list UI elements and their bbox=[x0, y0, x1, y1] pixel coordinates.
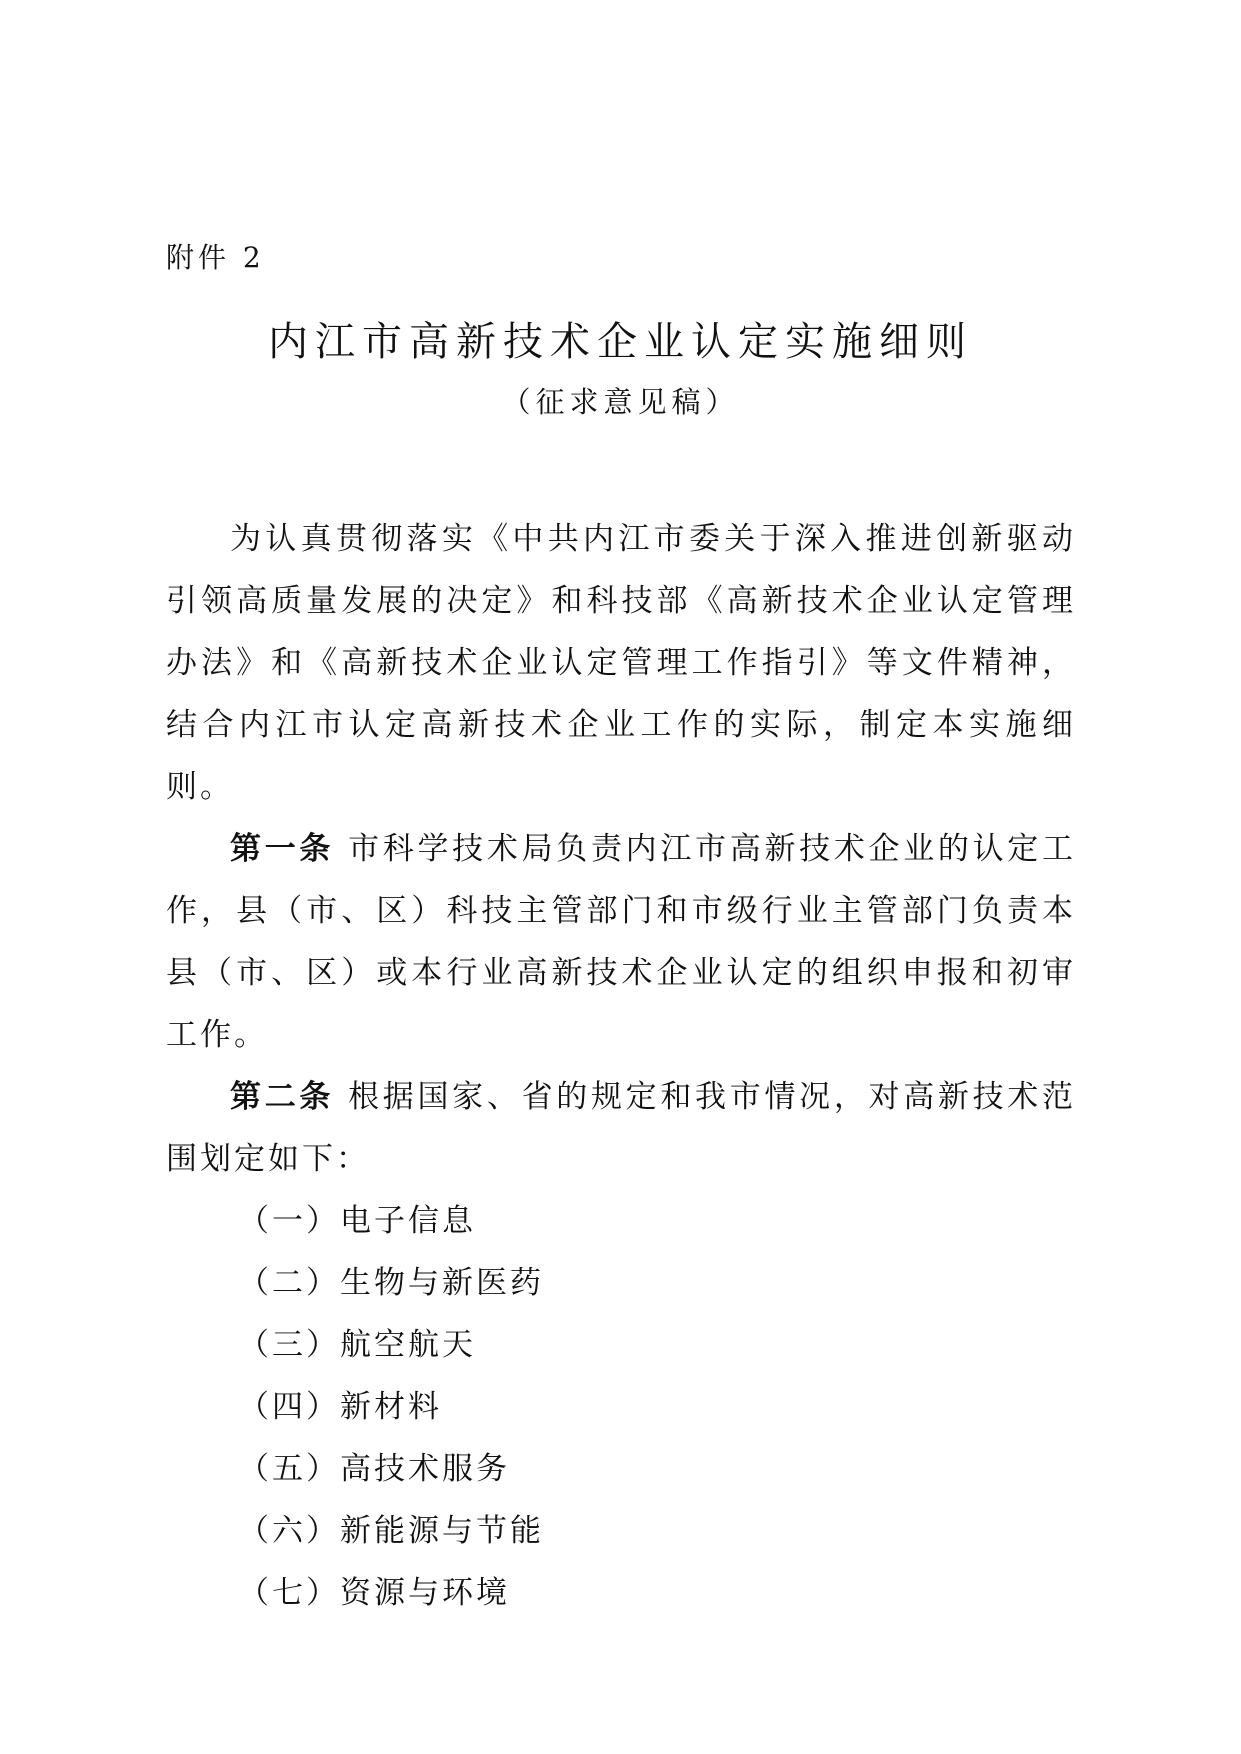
list-item: （一）电子信息 bbox=[238, 1203, 476, 1239]
list-item: （七）资源与环境 bbox=[238, 1575, 510, 1611]
attachment-label: 附件 2 bbox=[166, 241, 265, 274]
document-subtitle: （征求意见稿） bbox=[501, 385, 740, 419]
document-body bbox=[166, 508, 1076, 1624]
list-item: （六）新能源与节能 bbox=[238, 1513, 544, 1549]
list-item: （二）生物与新医药 bbox=[238, 1265, 544, 1301]
article-2-label: 第二条 bbox=[230, 1079, 335, 1115]
article-1-text: 市科学技术局负责内江市高新技术企业的认定工作，县（市、区）科技主管部门和市级行业主管部门负责本县（市、区）或本行业高新技术企业认定的组织申报和初审工作。 bbox=[166, 831, 1077, 1053]
list-item: （三）航空航天 bbox=[238, 1327, 476, 1363]
list-item: （四）新材料 bbox=[238, 1389, 442, 1425]
document-title: 内江市高新技术企业认定实施细则 bbox=[268, 319, 973, 365]
article-2 bbox=[166, 1066, 1076, 1190]
preamble-paragraph: 为认真贯彻落实《中共内江市委关于深入推进创新驱动引领高质量发展的决定》和科技部《高新技术企业认定管理办法》和《高新技术企业认定管理工作指引》等文件精神，结合内江市认定高新技术企业工作的实际，制定本实施细则。 bbox=[166, 521, 1076, 805]
list-item: （五）高技术服务 bbox=[238, 1451, 510, 1487]
article-2-text: 根据国家、省的规定和我市情况，对高新技术范围划定如下： bbox=[166, 1079, 1077, 1177]
article-1 bbox=[166, 818, 1076, 1066]
article-1-label: 第一条 bbox=[230, 831, 335, 867]
tech-field-list bbox=[166, 1190, 1076, 1624]
